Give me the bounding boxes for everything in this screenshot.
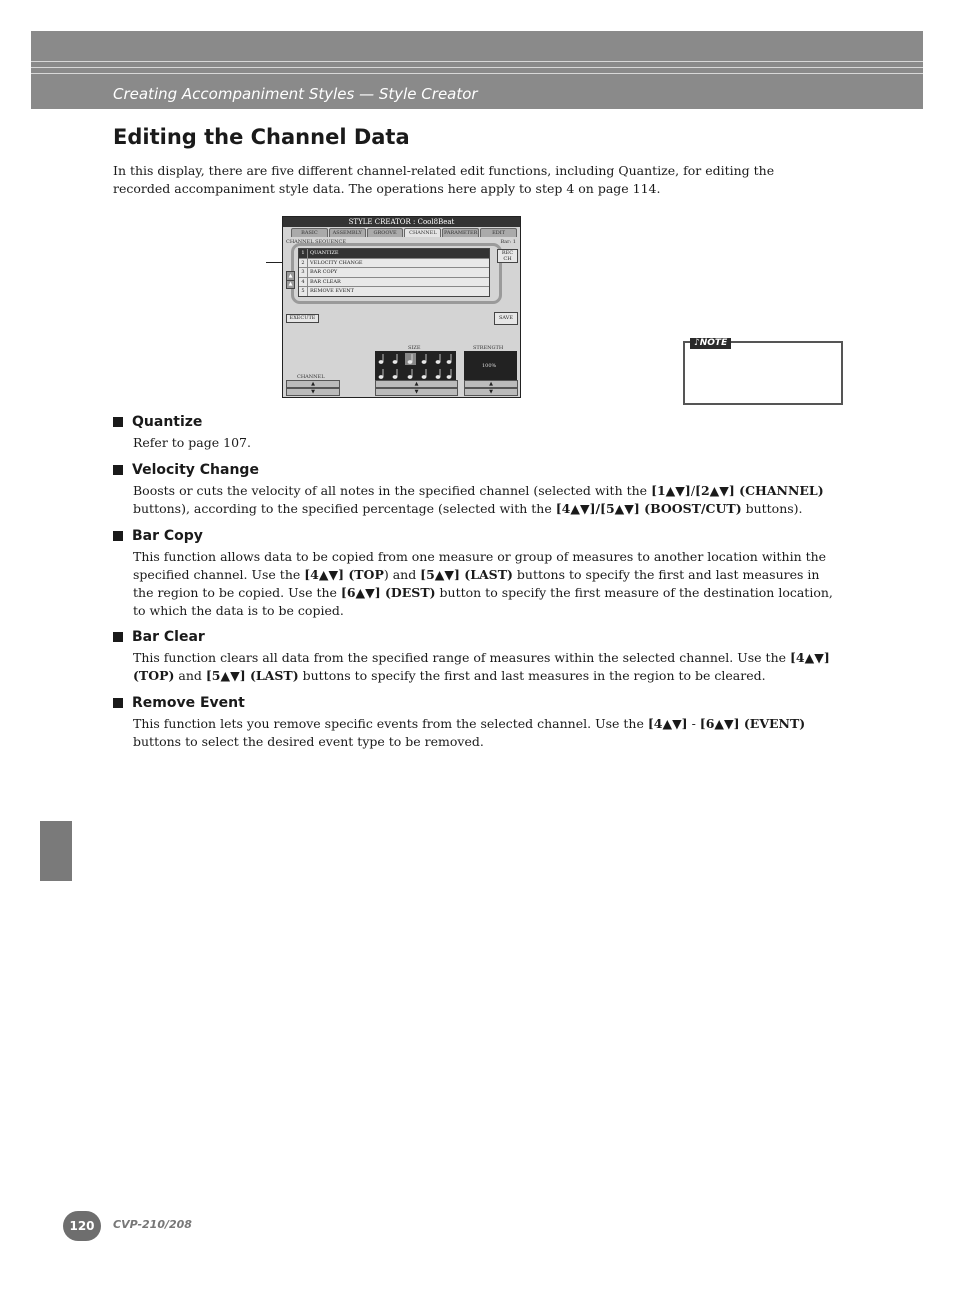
body-text: / xyxy=(690,483,696,498)
heading-text: Velocity Change xyxy=(132,462,259,478)
size-label: SIZE xyxy=(408,345,421,351)
menu-item-bar-clear[interactable] xyxy=(299,278,489,288)
tab-channel[interactable]: CHANNEL xyxy=(404,228,441,237)
body-text: buttons), according to the specified percentage (selected with the xyxy=(133,501,556,516)
screen-subtitle: CHANNEL SEQUENCE xyxy=(286,239,346,245)
up-arrow-icon[interactable]: ▲ xyxy=(286,271,295,281)
body-text: This function lets you remove specific events from the selected channel. Use the xyxy=(133,716,648,731)
header-rule xyxy=(31,67,923,68)
edit-menu-list xyxy=(298,248,490,297)
note-badge xyxy=(690,338,731,349)
size-up-button[interactable]: ▲ xyxy=(375,380,458,388)
note-value-icons xyxy=(375,351,456,381)
up-arrow-icon[interactable]: ▲ xyxy=(286,279,295,289)
heading-bar-clear xyxy=(113,629,205,645)
body-text: ) and xyxy=(383,567,421,582)
menu-item-label: REMOVE EVENT xyxy=(310,288,355,294)
intro-paragraph: In this display, there are five different channel-related edit functions, including Quantize, for editing the recorded accompaniment style data. The operations here apply to step 4 on page 114. xyxy=(113,163,775,196)
button-ref: [4▲▼] (TOP) xyxy=(133,650,830,683)
tab-assembly[interactable]: ASSEMBLY xyxy=(329,228,366,237)
body-text: and xyxy=(174,668,206,683)
square-bullet-icon xyxy=(113,632,123,642)
menu-item-number: 1 xyxy=(299,249,308,258)
heading-velocity-change xyxy=(113,462,259,478)
heading-bar-copy xyxy=(113,528,203,544)
style-creator-screen xyxy=(282,216,521,398)
body-text: button to specify the first measure of the destination location, to which the data is to be copied. xyxy=(133,585,833,618)
square-bullet-icon xyxy=(113,531,123,541)
bar-indicator: Bar: 1 xyxy=(500,239,516,245)
section-title: Creating Accompaniment Styles — Style Creator xyxy=(113,85,478,103)
button-ref: [1▲▼] xyxy=(651,483,691,498)
body-bar-copy xyxy=(133,548,839,620)
page-number: 120 xyxy=(63,1211,101,1241)
body-text: buttons to specify the first and last measures in the region to be cleared. xyxy=(298,668,766,683)
button-ref: [6▲▼] (DEST) xyxy=(340,585,436,600)
strength-down-button[interactable]: ▼ xyxy=(464,388,518,396)
square-bullet-icon xyxy=(113,698,123,708)
body-quantize: Refer to page 107. xyxy=(133,435,251,450)
body-text: - xyxy=(687,716,700,731)
square-bullet-icon xyxy=(113,465,123,475)
screen-tabs xyxy=(291,228,517,237)
body-bar-clear xyxy=(133,649,839,685)
menu-item-label: BAR CLEAR xyxy=(310,278,341,285)
body-text: buttons). xyxy=(741,501,803,516)
square-bullet-icon xyxy=(113,417,123,427)
menu-item-number: 4 xyxy=(299,278,308,287)
strength-label: STRENGTH xyxy=(473,345,504,351)
heading-text: Bar Copy xyxy=(132,528,203,544)
menu-item-number: 5 xyxy=(299,287,308,296)
size-note-selector[interactable] xyxy=(375,351,456,381)
channel-up-button[interactable]: ▲ xyxy=(286,380,340,388)
menu-item-number: 2 xyxy=(299,259,308,268)
heading-text: Quantize xyxy=(132,414,203,430)
tab-groove[interactable]: GROOVE xyxy=(367,228,404,237)
button-ref: [6▲▼] (EVENT) xyxy=(699,716,806,731)
note-badge-label: NOTE xyxy=(699,338,728,348)
page-title: Editing the Channel Data xyxy=(113,125,410,149)
screen-title: STYLE CREATOR : Cool8Beat xyxy=(283,217,520,227)
menu-item-quantize[interactable] xyxy=(299,249,489,259)
heading-text: Remove Event xyxy=(132,695,245,711)
body-text: This function allows data to be copied from one measure or group of measures to another location within the specified channel. Use the xyxy=(133,549,827,582)
menu-item-velocity-change[interactable] xyxy=(299,259,489,269)
menu-item-remove-event[interactable] xyxy=(299,287,489,296)
menu-item-number: 3 xyxy=(299,268,308,277)
menu-item-label: QUANTIZE xyxy=(310,250,339,256)
tab-basic[interactable]: BASIC xyxy=(291,228,328,237)
strength-value: 100% xyxy=(482,363,497,369)
heading-text: Bar Clear xyxy=(132,629,205,645)
menu-item-bar-copy[interactable] xyxy=(299,268,489,278)
body-text: buttons to select the desired event type to be removed. xyxy=(133,734,484,749)
channel-label: CHANNEL xyxy=(297,374,325,380)
header-rule xyxy=(31,73,923,74)
body-text: This function clears all data from the specified range of measures within the selected channel. Use the xyxy=(133,650,790,665)
menu-item-label: VELOCITY CHANGE xyxy=(310,259,363,266)
chapter-side-tab xyxy=(40,821,72,881)
execute-button[interactable]: EXECUTE xyxy=(286,314,319,323)
button-ref: [5▲▼] (LAST) xyxy=(420,567,513,582)
heading-quantize xyxy=(113,414,202,430)
note-box xyxy=(683,338,843,405)
button-ref: [4▲▼] (TOP xyxy=(304,567,384,582)
strength-up-button[interactable]: ▲ xyxy=(464,380,518,388)
header-rule xyxy=(31,61,923,62)
body-text: buttons to specify the first and last measures in the region to be copied. Use the xyxy=(133,567,820,600)
save-button[interactable]: SAVE xyxy=(494,312,518,325)
tab-edit[interactable]: EDIT xyxy=(480,228,517,237)
tab-parameter[interactable]: PARAMETER xyxy=(444,230,478,236)
music-note-icon: ♪ xyxy=(694,338,700,348)
header-bar xyxy=(31,31,923,109)
body-remove-event xyxy=(133,715,839,751)
channel-down-button[interactable]: ▼ xyxy=(286,388,340,396)
button-ref: [4▲▼]/[5▲▼] (BOOST/CUT) xyxy=(555,501,742,516)
rec-ch-button[interactable]: REC CH xyxy=(497,249,518,263)
button-ref: [5▲▼] (LAST) xyxy=(205,668,299,683)
menu-item-label: BAR COPY xyxy=(310,269,338,275)
body-text: Boosts or cuts the velocity of all notes in the specified channel (selected with the xyxy=(133,483,652,498)
button-ref: [2▲▼] (CHANNEL) xyxy=(695,483,824,498)
strength-display xyxy=(464,351,517,381)
model-name: CVP-210/208 xyxy=(113,1218,192,1231)
button-ref: [4▲▼] xyxy=(647,716,688,731)
size-down-button[interactable]: ▼ xyxy=(375,388,458,396)
body-velocity-change xyxy=(133,482,839,518)
heading-remove-event xyxy=(113,695,245,711)
